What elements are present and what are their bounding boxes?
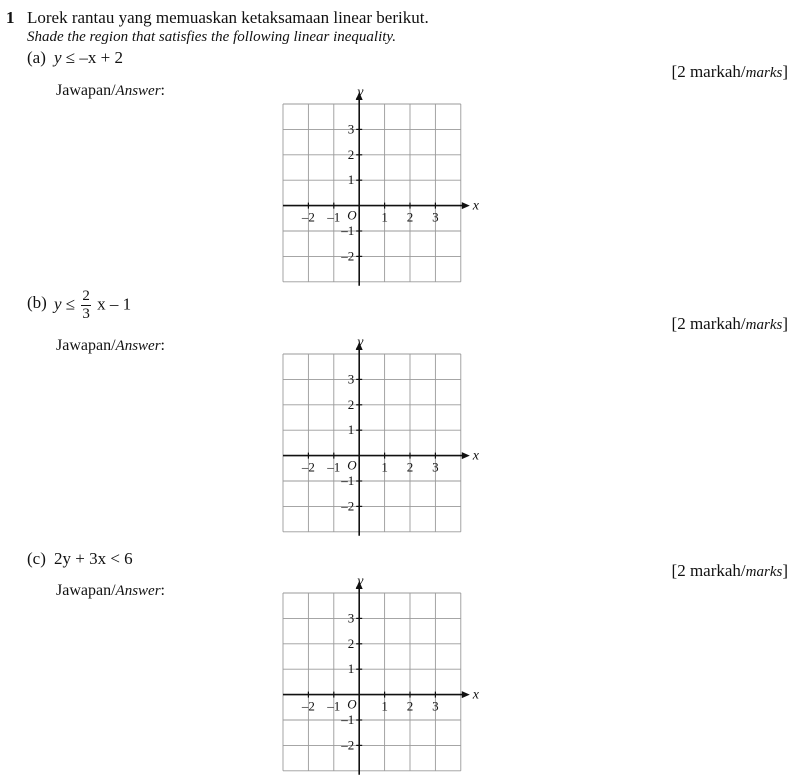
x-tick-label: –2: [301, 209, 315, 225]
x-tick-label: 1: [381, 209, 388, 225]
question-number: 1: [6, 8, 15, 27]
y-tick-label: –1: [341, 473, 355, 488]
part-a-answer-label: Jawapan/Answer:: [56, 82, 165, 99]
x-tick-label: 1: [381, 698, 388, 714]
y-tick-label: 3: [347, 610, 355, 626]
x-tick-label: 3: [432, 459, 439, 475]
x-axis-label: x: [472, 448, 480, 464]
y-tick-label: 1: [347, 422, 355, 438]
x-axis-arrow: [462, 202, 470, 209]
part-c-inequality: 2y + 3x < 6: [54, 549, 133, 568]
x-axis-label: x: [472, 198, 480, 214]
fraction-two-thirds: $\frac{2}{3}$: [82, 288, 90, 322]
part-a-inequality: y ≤ –x + 2: [54, 48, 123, 67]
y-tick-label: –1: [341, 223, 355, 238]
part-c-marks: [2 markah/marks]: [671, 561, 788, 580]
part-c-answer-label: Jawapan/Answer:: [56, 582, 165, 599]
x-tick-label: –2: [301, 459, 315, 475]
x-tick-label: 2: [406, 459, 414, 475]
y-axis-label: y: [357, 574, 364, 589]
x-tick-label: 1: [381, 459, 388, 475]
question-title-malay: Lorek rantau yang memuaskan ketaksamaan linear berikut.: [27, 8, 429, 27]
x-tick-label: 3: [432, 698, 439, 714]
y-tick-label: 2: [347, 635, 355, 651]
part-b-marks: [2 markah/marks]: [671, 314, 788, 333]
part-b-inequality: y ≤ $\frac{2}{3}$ x – 1: [54, 288, 132, 322]
y-axis-label: y: [357, 335, 364, 350]
origin-label: O: [347, 207, 357, 223]
y-tick-label: 1: [347, 172, 355, 188]
part-b-answer-label: Jawapan/Answer:: [56, 337, 165, 354]
y-tick-label: 1: [347, 661, 355, 677]
x-tick-label: –2: [301, 698, 315, 714]
y-tick-label: 2: [347, 396, 355, 412]
part-b-label: (b): [27, 293, 47, 312]
x-tick-label: 3: [432, 209, 439, 225]
x-axis-arrow: [462, 691, 470, 698]
y-tick-label: –2: [341, 737, 355, 753]
x-tick-label: 2: [406, 209, 414, 225]
y-tick-label: –2: [341, 498, 355, 514]
x-tick-label: –1: [327, 698, 341, 714]
x-tick-label: –1: [327, 459, 341, 475]
part-c-answer-grid[interactable]: [283, 574, 480, 778]
y-tick-label: –1: [341, 712, 355, 727]
x-tick-label: –1: [327, 209, 341, 225]
part-a-marks: [2 markah/marks]: [671, 62, 788, 81]
y-axis-label: y: [357, 85, 364, 100]
part-a-answer-grid[interactable]: [283, 85, 480, 284]
question-title-english: Shade the region that satisfies the following linear inequality.: [27, 29, 397, 45]
y-tick-label: –2: [341, 248, 355, 264]
x-tick-label: 2: [406, 698, 414, 714]
origin-label: O: [347, 457, 357, 473]
y-tick-label: 3: [347, 121, 355, 137]
y-tick-label: 3: [347, 371, 355, 387]
y-tick-label: 2: [347, 146, 355, 162]
origin-label: O: [347, 696, 357, 712]
x-axis-arrow: [462, 452, 470, 459]
part-c-label: (c): [27, 549, 46, 568]
part-a-label: (a): [27, 48, 46, 67]
part-b-answer-grid[interactable]: [283, 335, 480, 534]
x-axis-label: x: [472, 687, 480, 703]
